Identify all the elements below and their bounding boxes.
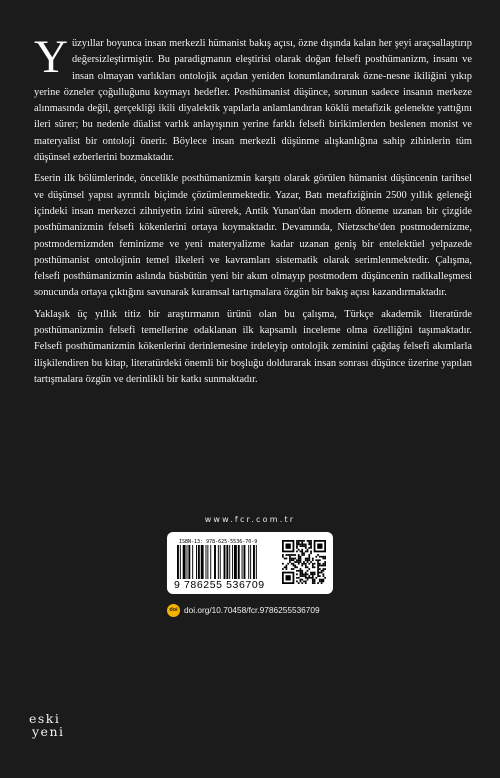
logo-text-bottom: yeni	[32, 724, 65, 739]
blurb-paragraph-1	[34, 31, 472, 166]
blurb-paragraph-3: Yaklaşık üç yıllık titiz bir araştırmanın ürünü olan bu çalışma, Türkçe akademik literatürde posthümanizmin felsefi temellerine odaklanan ilk kapsamlı inceleme olma özelliğini taşımaktadır. Felsefi posthümanizmin kökenlerini derinlemesine irdeleyip ontolojik zeminini çağdaş felsefi akımlarla ilişkilendiren bu kitap, literatürdeki önemli bir boşluğu doldurarak insan sonrası düşünce üzerine yapılan tartışmalara özgün ve derinlikli bir katkı sunmaktadır.	[34, 308, 472, 385]
blurb-paragraph-1-text: üzyıllar boyunca insan merkezli hümanist bakış açısı, özne dışında kalan her şeyi araçsallaştırıp değersizleştirmiştir. Bu paradigmanın eleştirisi olarak doğan felsefi posthümanizm, insanı ve insan olmayan varlıkları ontolojik açıdan yeniden konumlandırarak özne-nesne ikiliğini yıkıp yerine özneler çoğulluğunu koymayı hedefler. Posthümanist düşünce, sorunun sadece insanın merkeze alınmasında değil, gerçekliği ikili diyalektik yapılarla anlamlandıran köklü metafizik gelenekte yattığını ileri sürer; bu nedenle düalist varlık anlayışının yerine farklı felsefi birikimlerden beslenen monist ve materyalist bir ontoloji önerir. Böylece insan merkezli düşünme alışkanlığına sahip zihinlerin tüm düşünsel ezberlerini bozmaktadır.	[34, 38, 472, 164]
doi-link[interactable]	[167, 603, 320, 617]
publisher-website[interactable]: www.fcr.com.tr	[204, 515, 296, 524]
doi-text: doi.org/10.70458/fcr.9786255536709	[184, 605, 320, 615]
barcode-digits: 9 786255 536709	[174, 579, 265, 591]
logo-text-top: eski	[29, 711, 61, 726]
publisher-logo	[29, 712, 69, 738]
barcode-icon	[177, 545, 275, 579]
qr-code-icon	[282, 540, 326, 584]
doi-icon: doi	[167, 604, 180, 617]
isbn-barcode-box	[167, 532, 333, 594]
drop-cap-letter: Y	[34, 31, 68, 83]
isbn-label: ISBN-13: 978-625-5536-70-9	[179, 539, 258, 545]
blurb-paragraph-2: Eserin ilk bölümlerinde, öncelikle posthümanizmin karşıtı olarak görülen hümanist düşüncenin tarihsel ve düşünsel yapısı ayrıntılı biçimde çözümlenmektedir. Yazar, Batı metafiziğinin 2500 yıllık geleneği içindeki insan merkezci zihniyetin izini sürerek, Antik Yunan'dan modern döneme uzanan bir çizgide posthümanizmin felsefi kökenlerini ortaya koymaktadır. Devamında, Nietzsche'den postmodernizme, postmodernizmden feminizme ve yeni materyalizme kadar uzanan geniş bir entelektüel yelpazede posthümanist ontolojinin temel ilkeleri ve kavramları sistematik olarak serimlenmektedir. Çalışma, felsefi posthümanizmin aslında büsbütün yeni bir akım olmayıp postmodern düşüncenin radikalleşmesi sonucunda ortaya çıktığını savunarak kuramsal tartışmalara özgün bir bakış açısı kazandırmaktadır.	[34, 173, 472, 299]
back-cover-blurb	[34, 31, 472, 393]
